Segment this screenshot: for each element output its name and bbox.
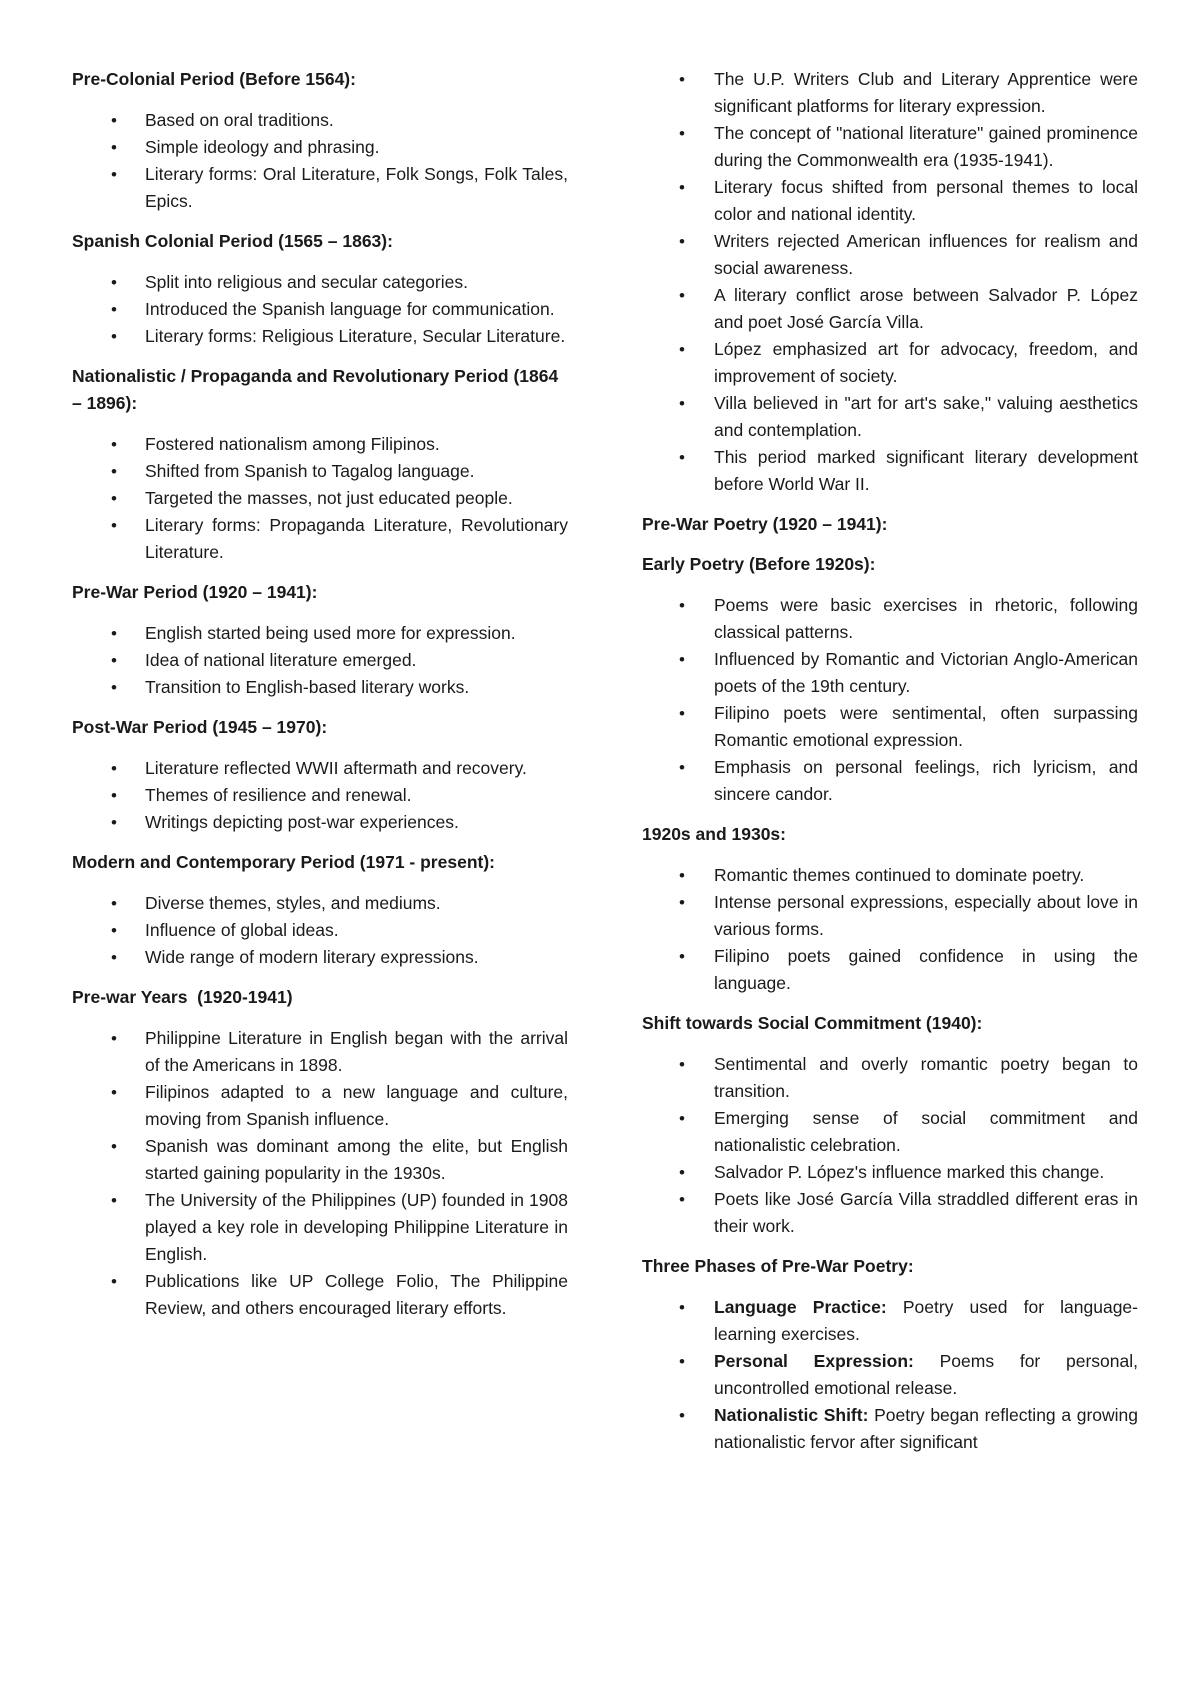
bullet-icon: • [111, 651, 117, 670]
bullet-list [642, 1051, 1138, 1240]
section-heading: Nationalistic / Propaganda and Revolutionary Period (1864 – 1896): [72, 366, 559, 413]
bullet-icon: • [679, 866, 685, 885]
list-item: • Literary focus shifted from personal themes to local color and national identity. [642, 174, 1138, 228]
bullet-list [72, 890, 568, 971]
bullet-icon: • [111, 165, 117, 184]
section-social-commitment [642, 1010, 1138, 1240]
list-item: • Transition to English-based literary works. [72, 674, 568, 701]
bullet-icon: • [679, 1352, 685, 1371]
bullet-icon: • [679, 448, 685, 467]
bullet-list [642, 592, 1138, 808]
phase-label: Nationalistic Shift: [714, 1405, 869, 1425]
bullet-icon: • [111, 462, 117, 481]
bullet-list [72, 269, 568, 350]
bullet-icon: • [679, 340, 685, 359]
list-item: • Romantic themes continued to dominate poetry. [642, 862, 1138, 889]
section-pre-colonial [72, 66, 568, 215]
list-item: • The U.P. Writers Club and Literary Apprentice were significant platforms for literary expression. [642, 66, 1138, 120]
list-item: • Salvador P. López's influence marked this change. [642, 1159, 1138, 1186]
bullet-icon: • [111, 894, 117, 913]
bullet-icon: • [679, 232, 685, 251]
bullet-icon: • [679, 394, 685, 413]
list-item: • Intense personal expressions, especially about love in various forms. [642, 889, 1138, 943]
bullet-icon: • [111, 786, 117, 805]
list-item: • Split into religious and secular categories. [72, 269, 568, 296]
bullet-icon: • [679, 178, 685, 197]
list-item: • Literature reflected WWII aftermath and recovery. [72, 755, 568, 782]
section-heading: Spanish Colonial Period (1565 – 1863): [72, 231, 393, 251]
bullet-icon: • [679, 1406, 685, 1425]
bullet-icon: • [679, 1055, 685, 1074]
bullet-icon: • [111, 813, 117, 832]
list-item: • Spanish was dominant among the elite, but English started gaining popularity in the 1930s. [72, 1133, 568, 1187]
phase-label: Language Practice: [714, 1297, 887, 1317]
list-item: • English started being used more for expression. [72, 620, 568, 647]
section-nationalistic [72, 363, 568, 566]
section-modern [72, 849, 568, 971]
section-heading: Pre-war Years (1920-1941) [72, 987, 293, 1007]
list-item: • The concept of "national literature" gained prominence during the Commonwealth era (1935-1941). [642, 120, 1138, 174]
bullet-list [72, 107, 568, 215]
list-item: • Literary forms: Religious Literature, Secular Literature. [72, 323, 568, 350]
bullet-icon: • [111, 759, 117, 778]
bullet-icon: • [111, 489, 117, 508]
section-pre-war-period [72, 579, 568, 701]
bullet-icon: • [679, 70, 685, 89]
bullet-icon: • [679, 124, 685, 143]
bullet-icon: • [679, 758, 685, 777]
list-item: • A literary conflict arose between Salvador P. López and poet José García Villa. [642, 282, 1138, 336]
bullet-icon: • [111, 516, 117, 535]
phase-label: Personal Expression: [714, 1351, 914, 1371]
bullet-icon: • [679, 650, 685, 669]
section-heading: 1920s and 1930s: [642, 824, 786, 844]
bullet-list [72, 1025, 568, 1322]
list-item: • Writers rejected American influences for realism and social awareness. [642, 228, 1138, 282]
bullet-icon: • [679, 947, 685, 966]
section-heading: Pre-Colonial Period (Before 1564): [72, 69, 356, 89]
section-spanish-colonial [72, 228, 568, 350]
section-heading: Post-War Period (1945 – 1970): [72, 717, 328, 737]
list-item: • Publications like UP College Folio, The Philippine Review, and others encouraged literary efforts. [72, 1268, 568, 1322]
list-item: • Simple ideology and phrasing. [72, 134, 568, 161]
list-item: • Diverse themes, styles, and mediums. [72, 890, 568, 917]
list-item: • Personal Expression: Poems for personal, uncontrolled emotional release. [642, 1348, 1138, 1402]
list-item: • Nationalistic Shift: Poetry began reflecting a growing nationalistic fervor after significant [642, 1402, 1138, 1456]
list-item: • Shifted from Spanish to Tagalog language. [72, 458, 568, 485]
bullet-icon: • [111, 1137, 117, 1156]
list-item: • Idea of national literature emerged. [72, 647, 568, 674]
bullet-icon: • [679, 1298, 685, 1317]
list-item: • Literary forms: Propaganda Literature, Revolutionary Literature. [72, 512, 568, 566]
list-item: • Poems were basic exercises in rhetoric, following classical patterns. [642, 592, 1138, 646]
list-item: • Fostered nationalism among Filipinos. [72, 431, 568, 458]
list-item: • This period marked significant literary development before World War II. [642, 444, 1138, 498]
bullet-icon: • [111, 678, 117, 697]
bullet-icon: • [679, 1163, 685, 1182]
bullet-icon: • [111, 300, 117, 319]
section-heading: Three Phases of Pre-War Poetry: [642, 1256, 914, 1276]
bullet-list [72, 620, 568, 701]
list-item: • Introduced the Spanish language for communication. [72, 296, 568, 323]
list-item: • Poets like José García Villa straddled different eras in their work. [642, 1186, 1138, 1240]
section-heading: Modern and Contemporary Period (1971 - present): [72, 852, 495, 872]
list-item: • Wide range of modern literary expressions. [72, 944, 568, 971]
section-pre-war-years-continued [642, 66, 1138, 498]
bullet-list [642, 1294, 1138, 1456]
list-item: • Themes of resilience and renewal. [72, 782, 568, 809]
list-item: • Sentimental and overly romantic poetry began to transition. [642, 1051, 1138, 1105]
section-1920s-1930s [642, 821, 1138, 997]
bullet-icon: • [111, 1029, 117, 1048]
section-heading: Shift towards Social Commitment (1940): [642, 1013, 983, 1033]
list-item: • López emphasized art for advocacy, freedom, and improvement of society. [642, 336, 1138, 390]
list-item: • Emerging sense of social commitment and nationalistic celebration. [642, 1105, 1138, 1159]
bullet-icon: • [679, 1109, 685, 1128]
bullet-icon: • [679, 286, 685, 305]
section-heading: Pre-War Period (1920 – 1941): [72, 582, 318, 602]
bullet-icon: • [111, 435, 117, 454]
bullet-icon: • [111, 111, 117, 130]
bullet-icon: • [111, 1191, 117, 1210]
section-early-poetry [642, 551, 1138, 808]
section-three-phases [642, 1253, 1138, 1456]
bullet-icon: • [679, 1190, 685, 1209]
section-post-war [72, 714, 568, 836]
list-item: • Philippine Literature in English began with the arrival of the Americans in 1898. [72, 1025, 568, 1079]
left-column [72, 66, 568, 1335]
bullet-icon: • [111, 273, 117, 292]
bullet-icon: • [111, 138, 117, 157]
list-item: • Filipino poets were sentimental, often surpassing Romantic emotional expression. [642, 700, 1138, 754]
bullet-icon: • [679, 893, 685, 912]
list-item: • Literary forms: Oral Literature, Folk Songs, Folk Tales, Epics. [72, 161, 568, 215]
bullet-icon: • [111, 921, 117, 940]
list-item: • Influenced by Romantic and Victorian Anglo-American poets of the 19th century. [642, 646, 1138, 700]
list-item: • Filipino poets gained confidence in using the language. [642, 943, 1138, 997]
bullet-icon: • [111, 948, 117, 967]
section-heading: Early Poetry (Before 1920s): [642, 554, 876, 574]
bullet-icon: • [111, 624, 117, 643]
right-column [642, 66, 1138, 1469]
bullet-icon: • [111, 327, 117, 346]
section-pre-war-years [72, 984, 568, 1322]
list-item: • Based on oral traditions. [72, 107, 568, 134]
section-pre-war-poetry [642, 511, 1138, 538]
list-item: • Emphasis on personal feelings, rich lyricism, and sincere candor. [642, 754, 1138, 808]
list-item: • Language Practice: Poetry used for language-learning exercises. [642, 1294, 1138, 1348]
bullet-list [72, 431, 568, 566]
bullet-list [642, 862, 1138, 997]
bullet-icon: • [111, 1272, 117, 1291]
bullet-list [642, 66, 1138, 498]
list-item: • Filipinos adapted to a new language and culture, moving from Spanish influence. [72, 1079, 568, 1133]
bullet-icon: • [111, 1083, 117, 1102]
bullet-list [72, 755, 568, 836]
bullet-icon: • [679, 596, 685, 615]
list-item: • Influence of global ideas. [72, 917, 568, 944]
list-item: • Writings depicting post-war experiences. [72, 809, 568, 836]
section-heading: Pre-War Poetry (1920 – 1941): [642, 514, 888, 534]
list-item: • Targeted the masses, not just educated people. [72, 485, 568, 512]
list-item: • Villa believed in "art for art's sake," valuing aesthetics and contemplation. [642, 390, 1138, 444]
list-item: • The University of the Philippines (UP) founded in 1908 played a key role in developing Philippine Literature in English. [72, 1187, 568, 1268]
bullet-icon: • [679, 704, 685, 723]
